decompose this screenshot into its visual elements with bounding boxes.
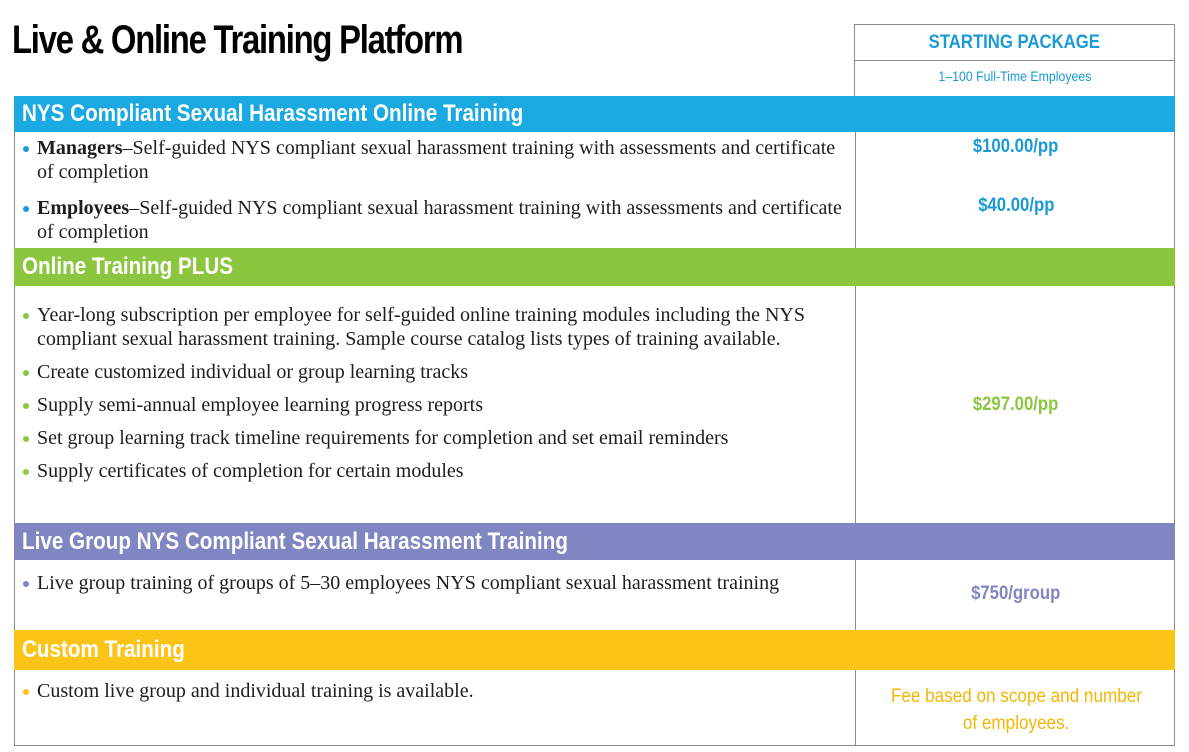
- price-employees: $40.00/pp: [977, 195, 1055, 216]
- page-title: Live & Online Training Platform: [12, 18, 463, 62]
- list-item: [15, 426, 850, 450]
- package-subheader: 1–100 Full-Time Employees: [854, 60, 1175, 97]
- item-text: Set group learning track timeline requirements for completion and set email reminders: [37, 427, 729, 449]
- price-managers: $100.00/pp: [973, 136, 1059, 157]
- list-item: [15, 360, 850, 384]
- section-header-live-group: Live Group NYS Compliant Sexual Harassment Training: [14, 523, 1175, 560]
- bullet-icon: [23, 403, 29, 409]
- fee-line: of employees.: [962, 713, 1070, 734]
- price-online-plus: $297.00/pp: [973, 394, 1059, 415]
- item-text: Supply semi-annual employee learning progress reports: [37, 394, 483, 416]
- item-text: –Self-guided NYS compliant sexual harassment training with assessments and certificate of completion: [37, 137, 836, 183]
- section-body-online-training: [14, 132, 1175, 248]
- bullet-list: [15, 571, 850, 595]
- bullet-list: [15, 303, 850, 483]
- section-body-online-plus: [14, 286, 1175, 523]
- bullet-icon: [23, 370, 29, 376]
- list-item: [15, 679, 850, 703]
- fee-custom: [856, 683, 1176, 737]
- section-header-online-training: NYS Compliant Sexual Harassment Online Training: [14, 96, 1175, 132]
- price-live-group: $750/group: [971, 583, 1061, 604]
- item-text: –Self-guided NYS compliant sexual harassment training with assessments and certificate of completion: [37, 197, 842, 243]
- bullet-icon: [23, 146, 29, 152]
- item-text: Custom live group and individual training is available.: [37, 680, 474, 702]
- item-text: Live group training of groups of 5–30 employees NYS compliant sexual harassment training: [37, 572, 780, 594]
- list-item: [15, 459, 850, 483]
- item-bold-label: Employees: [37, 197, 130, 219]
- package-header: STARTING PACKAGE: [854, 24, 1175, 61]
- item-text: Create customized individual or group learning tracks: [37, 361, 468, 383]
- bullet-icon: [23, 206, 29, 212]
- section-body-live-group: [14, 560, 1175, 630]
- section-body-custom: [14, 670, 1175, 746]
- bullet-icon: [23, 313, 29, 319]
- item-text: Supply certificates of completion for certain modules: [37, 460, 464, 482]
- bullet-icon: [23, 581, 29, 587]
- list-item: [15, 571, 850, 595]
- list-item: [15, 196, 850, 244]
- bullet-icon: [23, 689, 29, 695]
- item-bold-label: Managers: [37, 137, 123, 159]
- fee-line: Fee based on scope and number: [890, 686, 1142, 707]
- section-header-custom: Custom Training: [14, 630, 1175, 670]
- bullet-list: [15, 679, 850, 703]
- list-item: [15, 136, 850, 184]
- bullet-list: [15, 136, 850, 244]
- list-item: [15, 303, 850, 351]
- item-text: Year-long subscription per employee for self-guided online training modules including the NYS compliant sexual harassment training. Sample course catalog lists types of training available.: [37, 304, 805, 350]
- list-item: [15, 393, 850, 417]
- section-header-online-plus: Online Training PLUS: [14, 248, 1175, 286]
- bullet-icon: [23, 436, 29, 442]
- bullet-icon: [23, 469, 29, 475]
